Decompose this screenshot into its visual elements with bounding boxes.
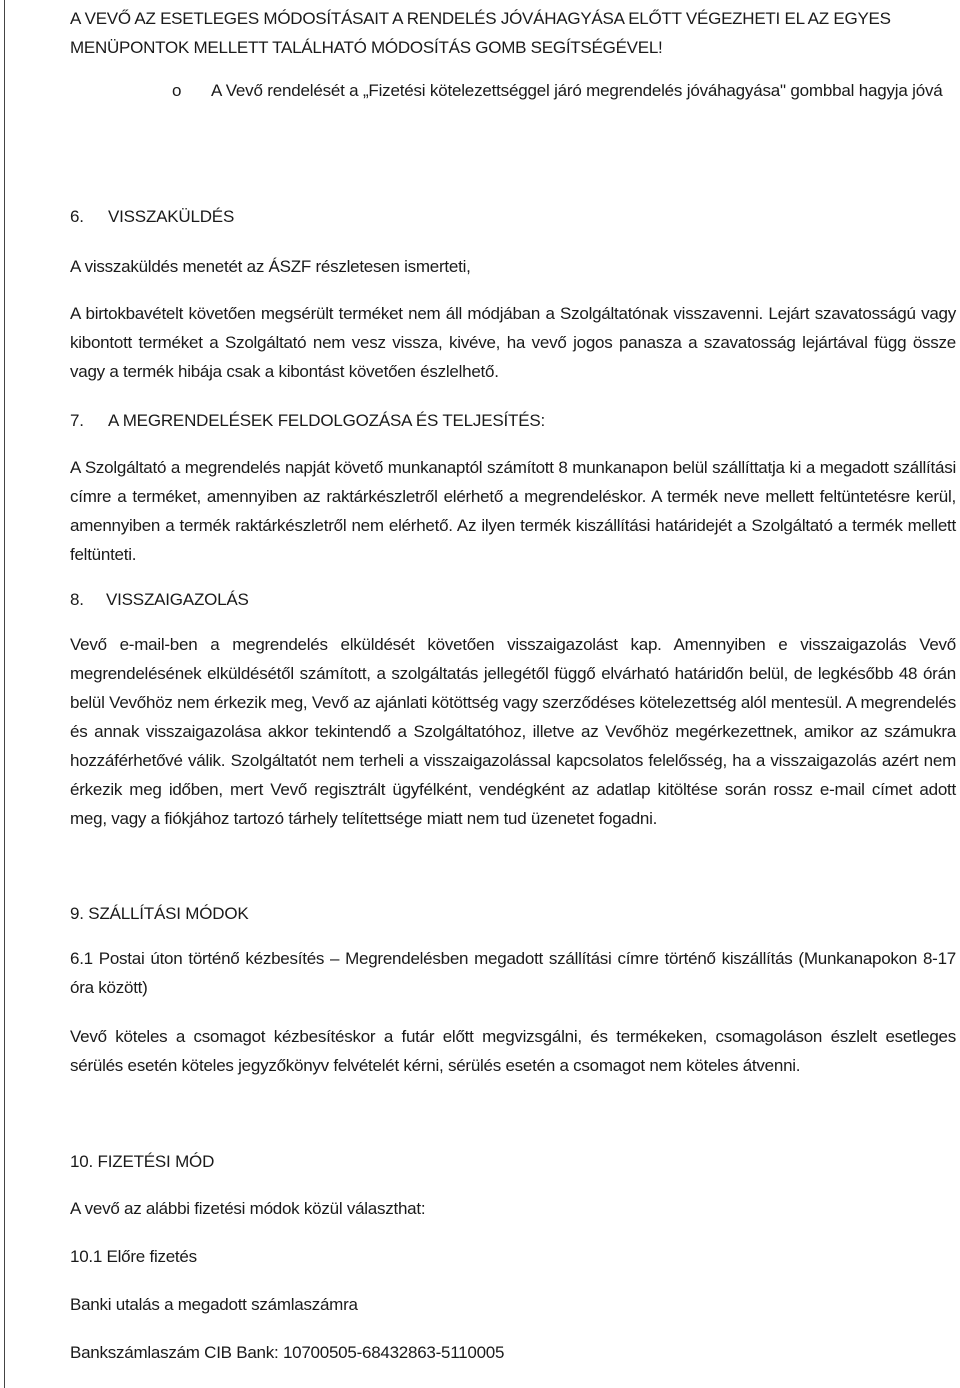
section-6-paragraph-1: A visszaküldés menetét az ÁSZF részletesen ismerteti, xyxy=(70,257,471,276)
section-7-number: 7. xyxy=(70,411,84,430)
section-6-title: VISSZAKÜLDÉS xyxy=(108,207,235,226)
bank-transfer-label: Banki utalás a megadott számlaszámra xyxy=(70,1295,358,1314)
bullet-marker: o xyxy=(172,81,182,100)
section-6-paragraph-2: A birtokbavételt követően megsérült terméket nem áll módjában a Szolgáltatónak visszavenni. Lejárt szavatosságú vagy kibontott terméket a Szolgáltató nem vesz vissza, kivéve, ha vevő jogos panasza a szavatosság lejártával függ össze vagy a termék hibája csak a kibontást követően észlelhető. xyxy=(70,304,956,381)
approval-instruction: A Vevő rendelését a „Fizetési kötelezettséggel járó megrendelés jóváhagyása" gombbal hagyja jóvá xyxy=(211,81,943,100)
section-8-title: VISSZAIGAZOLÁS xyxy=(106,590,249,609)
section-6-number: 6. xyxy=(70,207,84,226)
section-9-heading: 9. SZÁLLÍTÁSI MÓDOK xyxy=(70,904,249,923)
intro-notice xyxy=(70,4,956,62)
left-margin-rule xyxy=(4,0,5,1388)
section-7-paragraph: A Szolgáltató a megrendelés napját követő munkanaptól számított 8 munkanapon belül szállíttatja ki a megadott szállítási címre a terméket, amennyiben az raktárkészletről elérhető a megrendeléskor. A termék neve mellett feltüntetésre kerül, amennyiben a termék raktárkészletről nem elérhető. Az ilyen termék kiszállítási határidejét a Szolgáltató a termék mellett feltünteti. xyxy=(70,458,956,564)
section-8-paragraph: Vevő e-mail-ben a megrendelés elküldését követően visszaigazolást kap. Amennyiben e visszaigazolás Vevő megrendelésének elküldésétől számított, a szolgáltatás jellegétől függő elvárható határidőn belül, de legkésőbb 48 órán belül Vevőhöz nem érkezik meg, Vevő az ajánlati kötöttség vagy szerződéses kötelezettség alól mentesül. A megrendelés és annak visszaigazolása akkor tekintendő a Szolgáltatóhoz, illetve az Vevőhöz megérkezettnek, amikor az számukra hozzáférhetővé válik. Szolgáltatót nem terheli a visszaigazolással kapcsolatos felelősség, ha a visszaigazolás azért nem érkezik meg időben, mert Vevő regisztrált ügyfélként, vendégként az adatlap kitöltése során rossz e-mail címet adott meg, vagy a fiókjához tartozó tárhely telítettsége miatt nem tud üzenetet fogadni. xyxy=(70,635,956,828)
section-10-intro: A vevő az alábbi fizetési módok közül választhat: xyxy=(70,1199,426,1218)
section-10-heading: 10. FIZETÉSI MÓD xyxy=(70,1152,215,1171)
section-7-heading xyxy=(70,406,545,435)
section-9-paragraph: Vevő köteles a csomagot kézbesítéskor a futár előtt megvizsgálni, és termékeken, csomagoláson észlelt esetleges sérülés esetén köteles jegyzőkönyv felvételét kérni, sérülés esetén a csomagot nem köteles átvenni. xyxy=(70,1027,956,1075)
section-7-title: A MEGRENDELÉSEK FELDOLGOZÁSA ÉS TELJESÍTÉS: xyxy=(108,411,546,430)
section-8-heading xyxy=(70,585,249,614)
bank-account-number: Bankszámlaszám CIB Bank: 10700505-68432863-5110005 xyxy=(70,1343,505,1362)
intro-notice-line2: MENÜPONTOK MELLETT TALÁLHATÓ MÓDOSÍTÁS GOMB SEGÍTSÉGÉVEL! xyxy=(70,38,663,57)
section-9-subsection-1: 6.1 Postai úton történő kézbesítés – Megrendelésben megadott szállítási címre történő kiszállítás (Munkanapokon 8-17 óra között) xyxy=(70,949,956,997)
section-6-heading xyxy=(70,202,234,231)
section-10-subsection-1: 10.1 Előre fizetés xyxy=(70,1247,197,1266)
section-8-number: 8. xyxy=(70,590,84,609)
intro-notice-line1: A VEVŐ AZ ESETLEGES MÓDOSÍTÁSAIT A RENDELÉS JÓVÁHAGYÁSA ELŐTT VÉGEZHETI EL AZ EGYES xyxy=(70,9,891,28)
